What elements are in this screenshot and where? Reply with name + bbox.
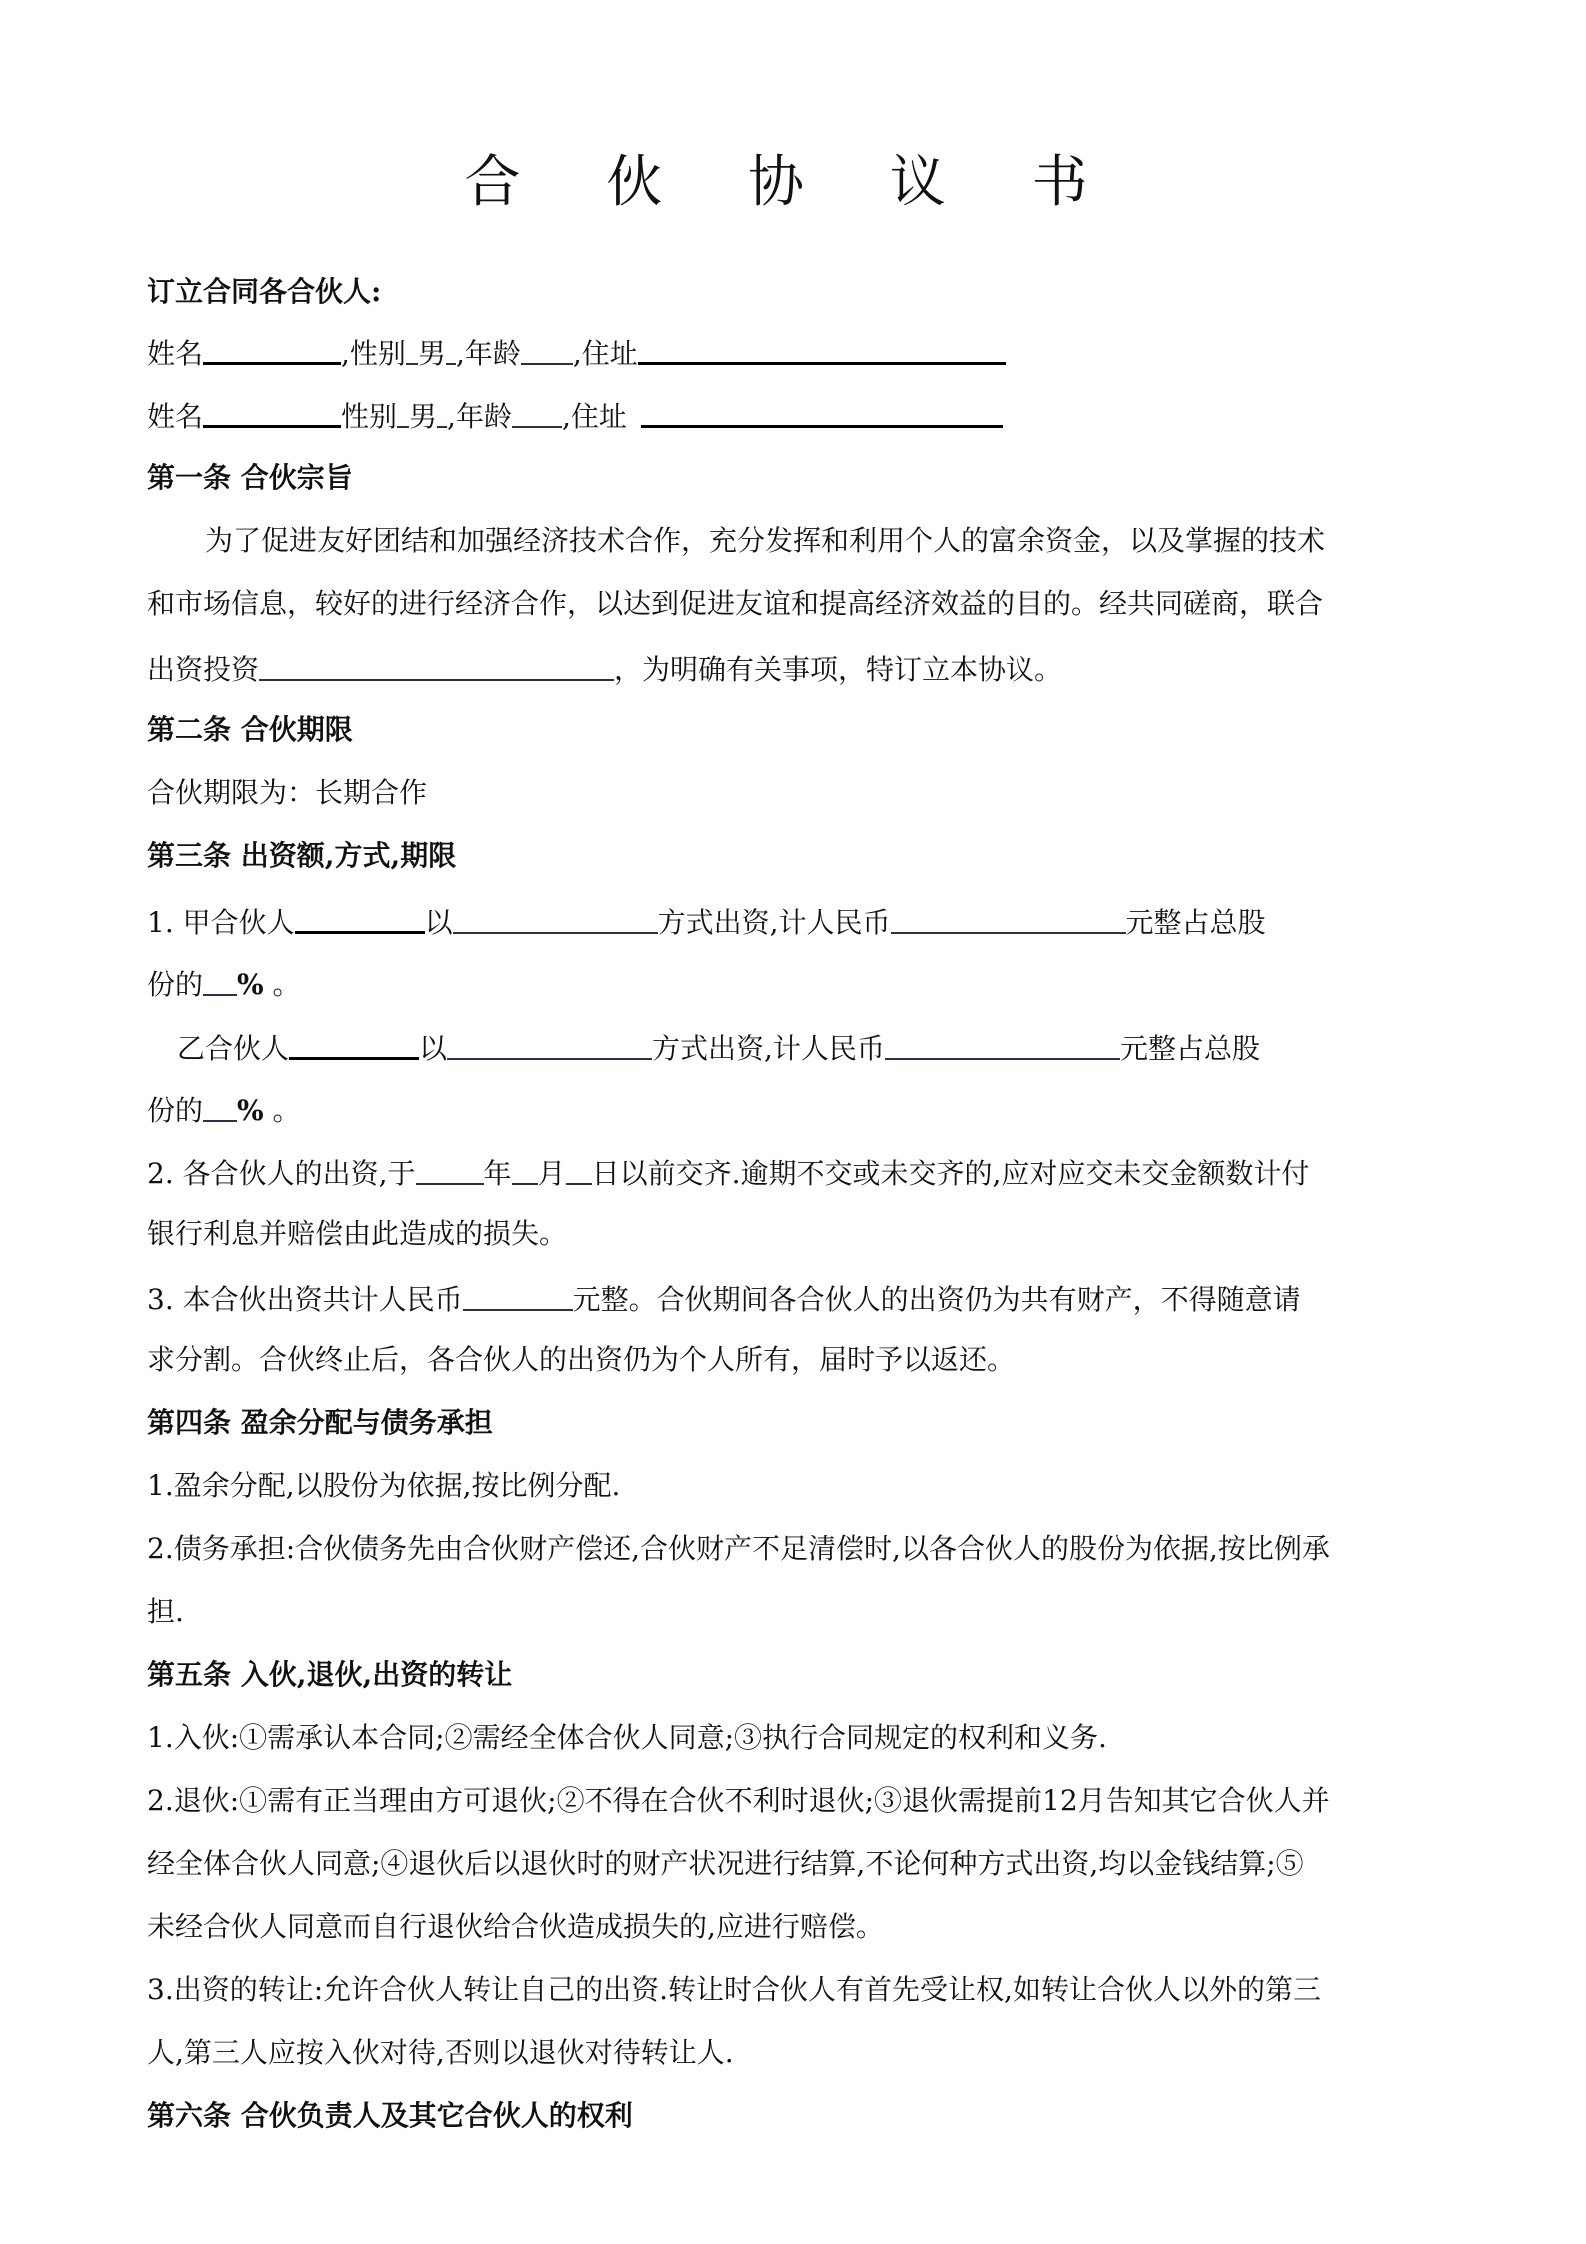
address-blank[interactable] (638, 332, 1006, 365)
gender-label: 性别 (341, 400, 398, 433)
article-6-heading: 第六条 合伙负责人及其它合伙人的权利 (147, 2099, 633, 2132)
article-3-item-3-line-2: 求分割。合伙终止后，各合伙人的出资仍为个人所有，届时予以返还。 (147, 1343, 1016, 1376)
article-5-item-3-line-1: 3.出资的转让:允许合伙人转让自己的出资.转让时合伙人有首先受让权,如转让合伙人以外的第三 (147, 1973, 1321, 2006)
name-label: 姓名 (147, 337, 204, 370)
total-suffix: 元整。合伙期间各合伙人的出资仍为共有财产，不得随意请 (572, 1283, 1301, 1316)
article-3-item-2-line-1 (147, 1151, 1309, 1194)
partner-b-row (147, 1025, 1260, 1069)
article-5-heading: 第五条 入伙,退伙,出资的转让 (147, 1658, 513, 1691)
share-of-label: 份的 (147, 968, 204, 1001)
partner-a-label: 1. 甲合伙人 (147, 906, 295, 939)
article-4-item-2-line-1: 2.债务承担:合伙债务先由合伙财产偿还,合伙财产不足清偿时,以各合伙人的股份为依据,按比例承 (147, 1532, 1330, 1565)
month-label: 月 (537, 1157, 566, 1190)
age-label: ,年龄 (447, 400, 512, 433)
method-label: 方式出资,计人民币 (657, 906, 891, 939)
article-5-item-2-line-1: 2.退伙:①需有正当理由方可退伙;②不得在合伙不利时退伙;③退伙需提前12月告知其它合伙人并 (147, 1784, 1330, 1817)
gender-blank-post (446, 333, 456, 365)
yuan-share-label: 元整占总股 (1125, 906, 1266, 939)
article-2-body: 合伙期限为：长期合作 (147, 776, 428, 809)
total-amount-blank[interactable] (463, 1279, 573, 1311)
address-label: ,住址 (572, 337, 638, 370)
gender-blank-pre (406, 333, 418, 365)
partner-a-name-blank[interactable] (295, 901, 425, 934)
gender-value: 男 (409, 400, 438, 433)
partner-a-row (147, 899, 1266, 943)
partner-b-amount-blank[interactable] (885, 1028, 1120, 1060)
partner-b-share-row (147, 1088, 301, 1131)
partner-a-amount-blank[interactable] (891, 902, 1126, 934)
method-label: 方式出资,计人民币 (652, 1032, 885, 1065)
partner-b-label: 乙合伙人 (177, 1032, 290, 1065)
deadline-year-blank[interactable] (416, 1153, 484, 1185)
partner-a-pct-blank[interactable] (203, 964, 237, 996)
article-1-line-1: 为了促进友好团结和加强经济技术合作，充分发挥和利用个人的富余资金，以及掌握的技术 (205, 524, 1326, 557)
name-blank[interactable] (203, 332, 341, 365)
article-5-item-2-line-3: 未经合伙人同意而自行退伙给合伙造成损失的,应进行赔偿。 (147, 1910, 884, 1943)
address-label: ,住址 (561, 400, 627, 433)
invest-suffix: ，为明确有关事项，特订立本协议。 (614, 653, 1063, 686)
age-blank[interactable] (512, 396, 562, 428)
article-5-item-2-line-2: 经全体合伙人同意;④退伙后以退伙时的财产状况进行结算,不论何种方式出资,均以金钱结算;⑤ (147, 1847, 1304, 1880)
party-row-2 (147, 393, 1003, 437)
with-label: 以 (419, 1032, 448, 1065)
article-1-heading: 第一条 合伙宗旨 (147, 461, 353, 494)
article-3-heading: 第三条 出资额,方式,期限 (147, 839, 457, 872)
parties-heading: 订立合同各合伙人: (147, 275, 382, 308)
period: 。 (263, 968, 301, 1001)
age-blank[interactable] (521, 333, 573, 365)
age-label: ,年龄 (455, 337, 521, 370)
with-label: 以 (424, 906, 453, 939)
invest-project-blank[interactable] (259, 649, 614, 681)
article-4-heading: 第四条 盈余分配与债务承担 (147, 1406, 493, 1439)
party-row-1 (147, 330, 1006, 374)
partner-a-method-blank[interactable] (453, 902, 658, 934)
partner-b-pct-blank[interactable] (203, 1090, 237, 1122)
article-4-item-1: 1.盈余分配,以股份为依据,按比例分配. (147, 1469, 621, 1502)
article-5-item-3-line-2: 人,第三人应按入伙对待,否则以退伙对待转让人. (147, 2036, 734, 2069)
address-blank[interactable] (641, 395, 1003, 428)
yuan-share-label: 元整占总股 (1119, 1032, 1260, 1065)
document-title: 合 伙 协 议 书 (464, 150, 1122, 215)
deadline-day-blank[interactable] (566, 1153, 592, 1185)
total-label: 3. 本合伙出资共计人民币 (147, 1283, 463, 1316)
partner-b-method-blank[interactable] (447, 1028, 652, 1060)
gender-blank-post (437, 396, 447, 428)
year-label: 年 (483, 1157, 512, 1190)
name-blank[interactable] (203, 395, 341, 428)
gender-label: ,性别 (341, 337, 406, 370)
name-label: 姓名 (147, 400, 204, 433)
invest-label: 出资投资 (147, 653, 260, 686)
gender-blank-pre (397, 396, 409, 428)
article-3-item-2-line-2: 银行利息并赔偿由此造成的损失。 (147, 1217, 568, 1250)
period: 。 (263, 1094, 301, 1127)
deadline-label: 2. 各合伙人的出资,于 (147, 1157, 416, 1190)
article-1-line-2: 和市场信息，较好的进行经济合作，以达到促进友谊和提高经济效益的目的。经共同磋商，联合 (147, 587, 1324, 620)
deadline-month-blank[interactable] (512, 1153, 538, 1185)
percent-sign: % (237, 1094, 264, 1127)
partner-b-name-blank[interactable] (289, 1027, 419, 1060)
gender-value: 男 (417, 337, 446, 370)
partner-a-share-row (147, 962, 301, 1005)
share-of-label: 份的 (147, 1094, 204, 1127)
percent-sign: % (237, 968, 264, 1001)
article-4-item-2-line-2: 担. (147, 1595, 184, 1628)
article-3-item-3-line-1 (147, 1277, 1301, 1320)
article-2-heading: 第二条 合伙期限 (147, 713, 353, 746)
article-5-item-1: 1.入伙:①需承认本合同;②需经全体合伙人同意;③执行合同规定的权利和义务. (147, 1721, 1107, 1754)
deadline-suffix: 日以前交齐.逾期不交或未交齐的,应对应交未交金额数计付 (591, 1157, 1310, 1190)
article-1-line-3 (147, 647, 1062, 690)
